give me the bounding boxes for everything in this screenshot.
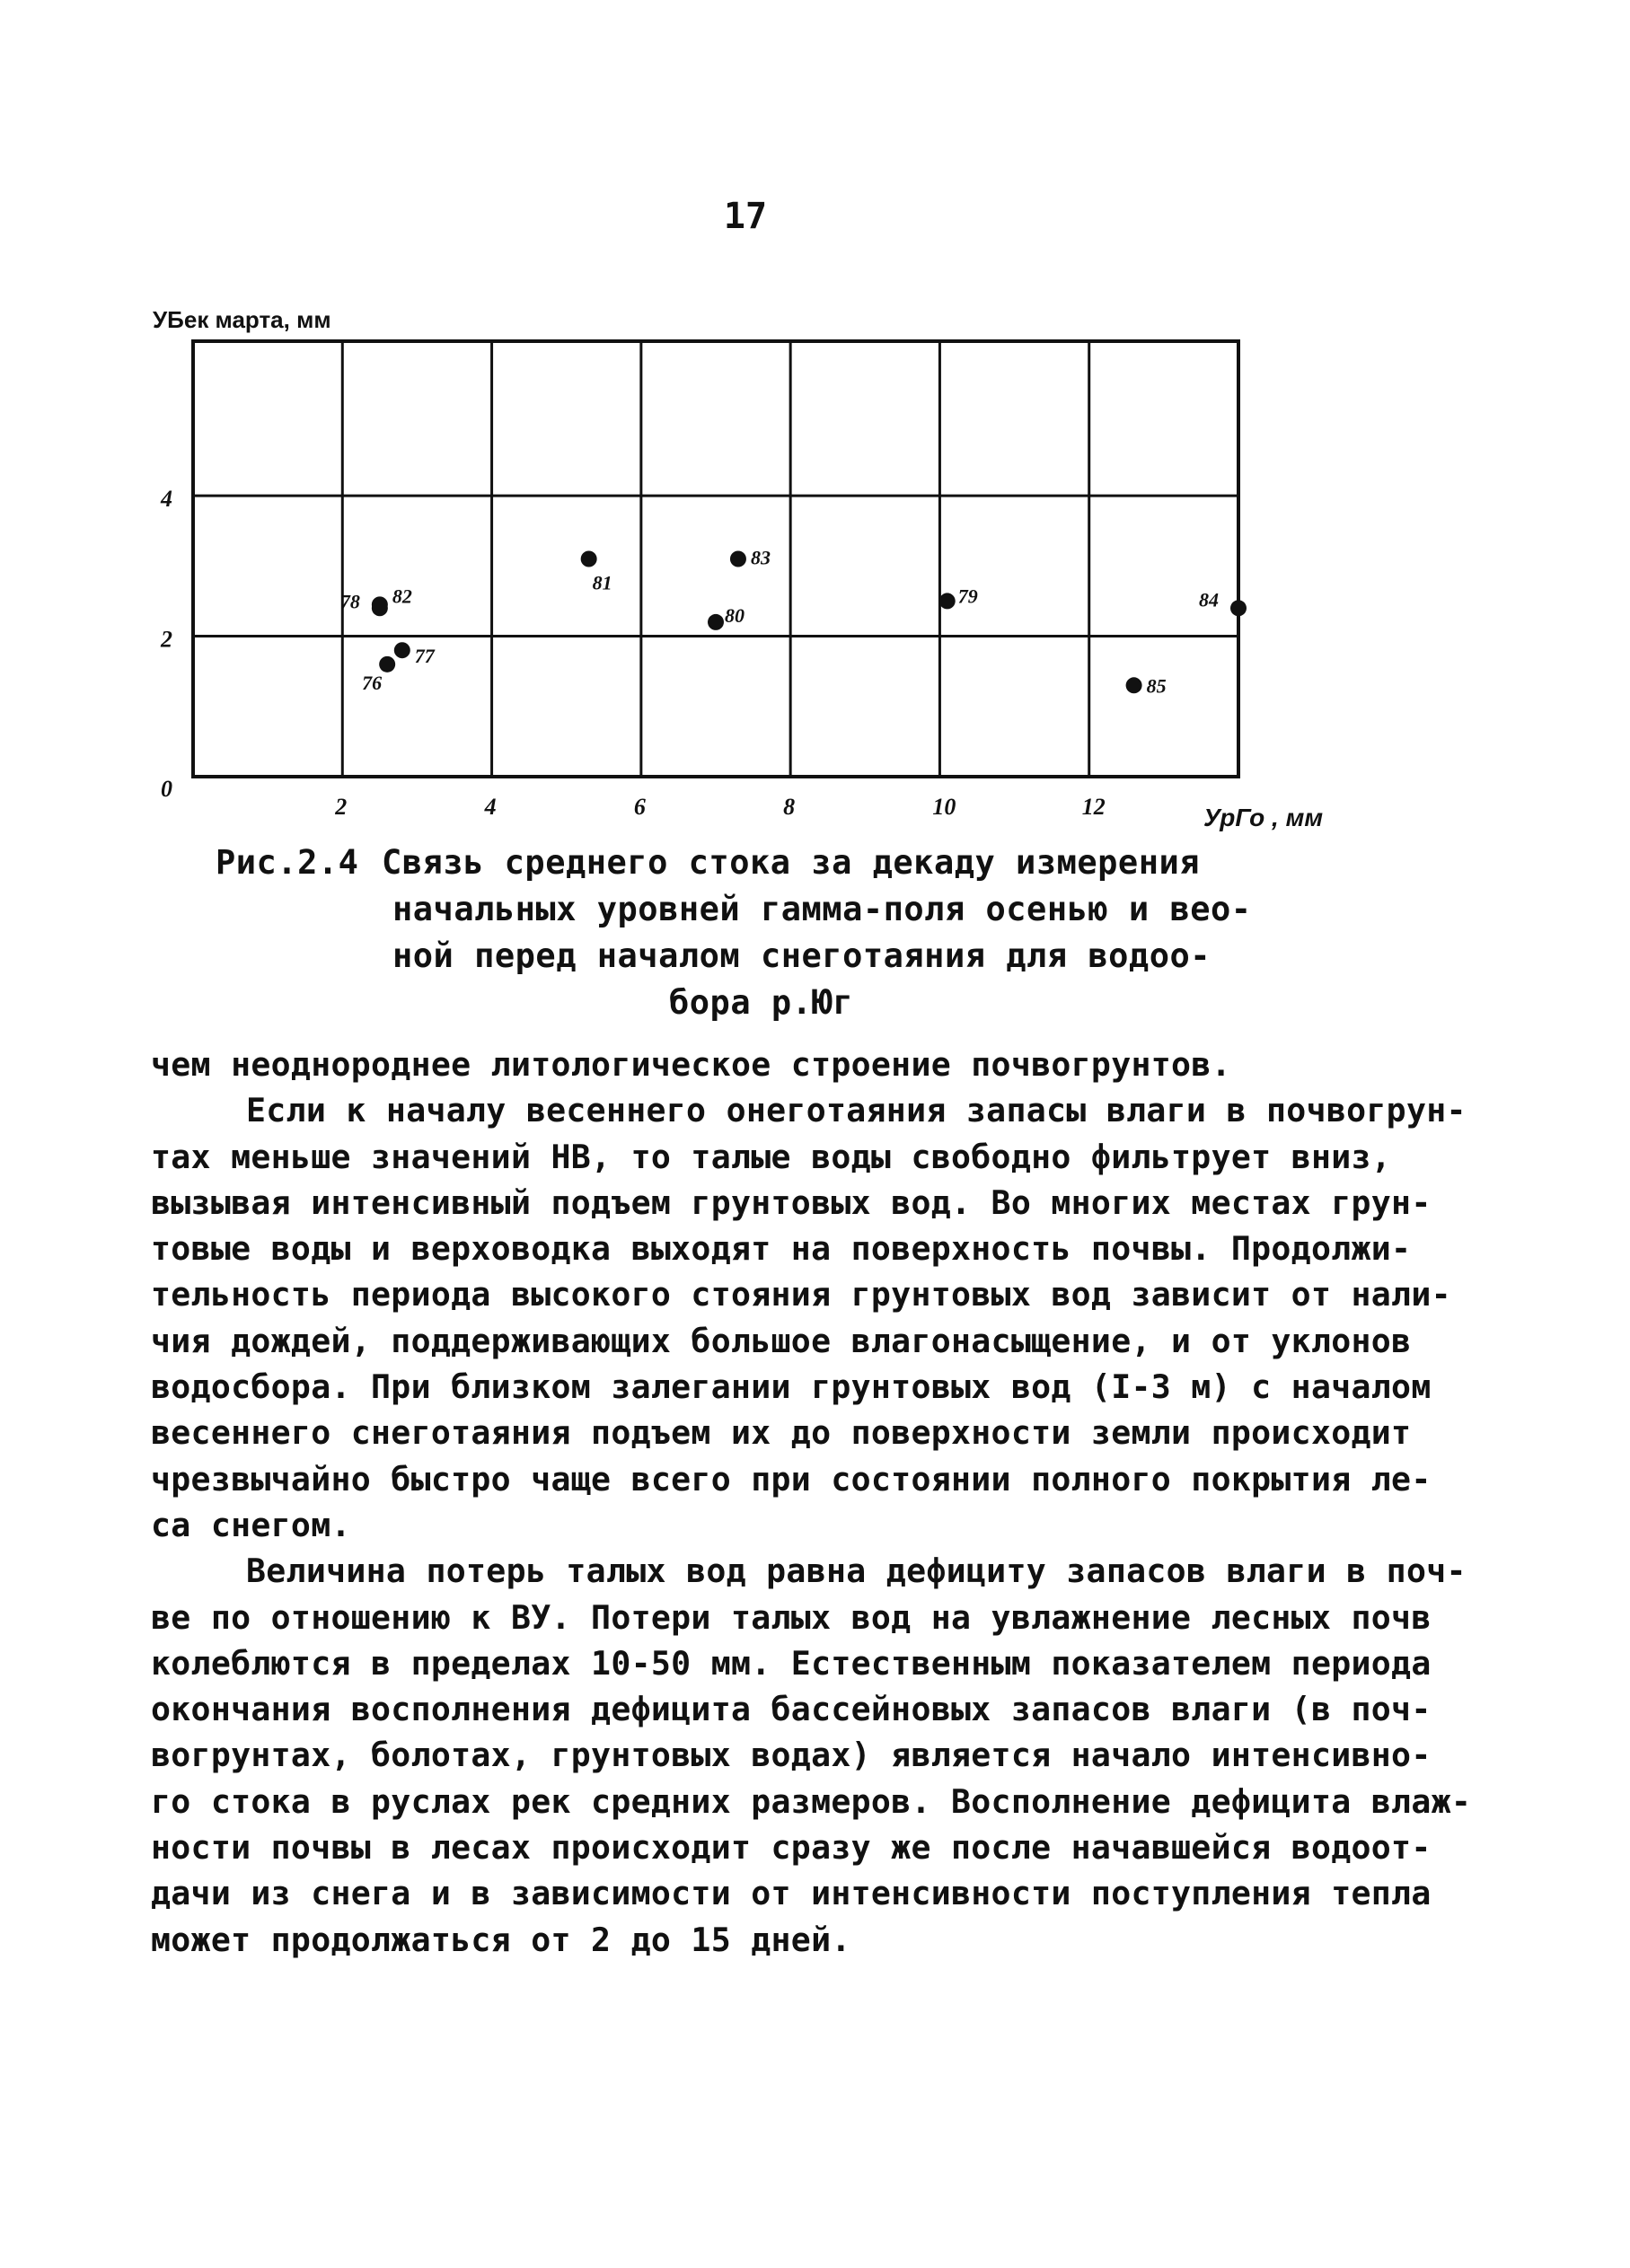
x-tick-label: 8 [783, 794, 796, 820]
data-point [394, 642, 410, 658]
caption-line-2: начальных уровней гамма-поля осенью и вео- [392, 890, 1252, 928]
data-point-label: 85 [1146, 674, 1167, 698]
data-point [939, 593, 956, 609]
data-point-label: 80 [725, 603, 745, 627]
caption-line-3: ной перед началом снеготаяния для водоо- [392, 936, 1211, 975]
text-line: ве по отношению к ВУ. Потери талых вод на увлажнение лесных почв [151, 1597, 1432, 1637]
text-line: са снегом. [151, 1505, 351, 1544]
data-point-label: 76 [362, 671, 383, 694]
y-tick-label: 2 [161, 626, 172, 653]
data-point [1126, 677, 1142, 693]
data-point [708, 614, 724, 630]
grid-lines [193, 341, 1238, 777]
text-line: тельность периода высокого стояния грунтовых вод зависит от нали- [151, 1275, 1451, 1314]
y-tick-label: 4 [161, 486, 172, 513]
scatter-chart [144, 287, 1383, 844]
text-line: тах меньше значений НВ, то талые воды свободно фильтрует вниз, [151, 1137, 1392, 1176]
data-point [730, 551, 746, 567]
data-point [581, 551, 597, 567]
chart-svg [144, 287, 1383, 844]
text-line: окончания восполнения дефицита бассейновых запасов влаги (в поч- [151, 1690, 1432, 1729]
text-line: Если к началу весеннего онеготаяния запасы влаги в почвогрун- [246, 1091, 1467, 1130]
caption-line-4: бора р.Юг [669, 983, 853, 1022]
body-text [151, 1042, 1472, 1963]
data-point-label: 77 [414, 645, 435, 668]
x-axis-label: УрГо , мм [1203, 804, 1324, 831]
text-line: водосбора. При близком залегании грунтовых вод (I-3 м) с началом [151, 1367, 1432, 1407]
text-line: может продолжаться от 2 до 15 дней. [151, 1920, 851, 1959]
text-line: вызывая интенсивный подъем грунтовых вод. Во многих местах грун- [151, 1182, 1432, 1222]
text-line: чия дождей, поддерживающих большое влагонасыщение, и от уклонов [151, 1321, 1412, 1360]
text-line: товые воды и верховодка выходят на поверхность почвы. Продолжи- [151, 1229, 1412, 1269]
tick-labels [160, 486, 1106, 820]
text-line: го стока в руслах рек средних размеров. Восполнение дефицита влаж- [151, 1781, 1472, 1821]
caption-label: Рис.2.4 [216, 843, 359, 882]
x-tick-label: 6 [633, 794, 646, 820]
y-tick-label: 0 [161, 776, 172, 802]
text-line: дачи из снега и в зависимости от интенсивности поступления тепла [151, 1874, 1432, 1913]
x-tick-label: 2 [335, 794, 348, 820]
caption-text-1: Связь среднего стока за декаду измерения [382, 843, 1201, 882]
text-line: чем неоднороднее литологическое строение почвогрунтов. [151, 1045, 1231, 1084]
data-point-label: 82 [392, 585, 412, 608]
page-number: 17 [723, 196, 768, 237]
x-tick-label: 4 [484, 794, 497, 820]
data-point [379, 656, 395, 672]
x-tick-label: 10 [932, 794, 956, 820]
data-point-label: 79 [957, 585, 978, 608]
data-point-label: 81 [592, 571, 612, 594]
text-line: ности почвы в лесах происходит сразу же после начавшейся водоот- [151, 1828, 1432, 1868]
figure-caption [216, 840, 1293, 1026]
data-point [372, 596, 388, 612]
y-axis-label: УБек марта, мм [153, 306, 331, 333]
text-line: весеннего снеготаяния подъем их до поверхности земли происходит [151, 1413, 1412, 1453]
data-point-label: 78 [339, 590, 360, 613]
text-line: колеблются в пределах 10-50 мм. Естественным показателем периода [151, 1643, 1432, 1683]
plot-frame [193, 341, 1238, 777]
data-point-label: 83 [750, 546, 771, 569]
caption-line-1 [216, 840, 1293, 886]
text-line: чрезвычайно быстро чаще всего при состоянии полного покрытия ле- [151, 1459, 1432, 1499]
data-points [340, 547, 1247, 698]
data-point [1230, 600, 1247, 616]
text-line: вогрунтах, болотах, грунтовых водах) является начало интенсивно- [151, 1736, 1432, 1775]
x-tick-label: 12 [1081, 794, 1106, 820]
text-line: Величина потерь талых вод равна дефициту запасов влаги в поч- [246, 1552, 1467, 1591]
data-point-label: 84 [1199, 588, 1219, 611]
